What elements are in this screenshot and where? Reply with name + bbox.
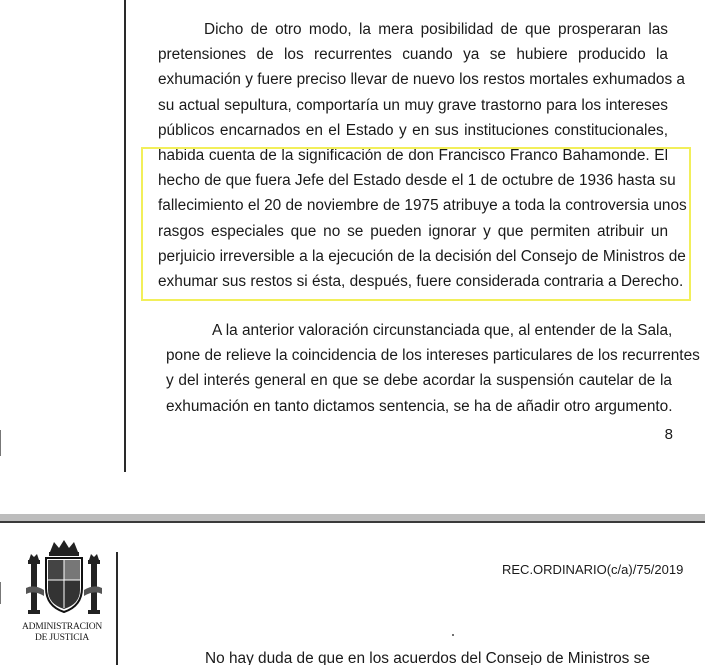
- page-number: 8: [664, 426, 673, 443]
- case-reference: REC.ORDINARIO(c/a)/75/2019: [502, 562, 684, 577]
- text-line: hecho de que fuera Jefe del Estado desde el 1 de octubre de 1936 hasta su: [158, 172, 676, 190]
- text-line: y del interés general en que se debe acordar la suspensión cautelar de la: [166, 372, 672, 390]
- coat-of-arms-icon: [24, 538, 104, 624]
- scan-edge-mark: [0, 582, 1, 604]
- highlight-box: [141, 147, 691, 301]
- text-line: públicos encarnados en el Estado y en sus instituciones constitucionales,: [158, 121, 668, 139]
- scan-speck: [452, 634, 454, 636]
- text-line: exhumación en tanto dictamos sentencia, se ha de añadir otro argumento.: [166, 397, 673, 415]
- page-separator-edge: [0, 521, 705, 523]
- text-line: pone de relieve la coincidencia de los intereses particulares de los recurrentes: [166, 347, 700, 365]
- institution-line: DE JUSTICIA: [34, 633, 89, 643]
- paragraph-2: [166, 318, 700, 419]
- text-line: rasgos especiales que no se pueden ignorar y que permiten atribuir un: [158, 222, 668, 240]
- text-line: exhumar sus restos si ésta, después, fuere considerada contraria a Derecho.: [158, 273, 684, 291]
- text-line: perjuicio irreversible a la ejecución de la decisión del Consejo de Ministros de: [158, 247, 686, 265]
- page-separator: [0, 514, 705, 521]
- page-margin-line: [124, 0, 126, 472]
- text-line: A la anterior valoración circunstanciada que, al entender de la Sala,: [212, 322, 673, 339]
- page-margin-line: [116, 552, 118, 665]
- cut-off-text-line: No hay duda de que en los acuerdos del Consejo de Ministros se: [205, 650, 650, 665]
- text-line: exhumación y fuere preciso llevar de nuevo los restos mortales exhumados a: [158, 71, 685, 89]
- institution-line: ADMINISTRACION: [21, 622, 103, 632]
- scan-edge-mark: [0, 430, 1, 456]
- text-line: pretensiones de los recurrentes cuando ya se hubiere producido la: [158, 46, 668, 64]
- text-line: fallecimiento el 20 de noviembre de 1975 atribuye a toda la controversia unos: [158, 197, 687, 215]
- text-line: habida cuenta de la significación de don Francisco Franco Bahamonde. El: [158, 147, 668, 165]
- text-line: su actual sepultura, comportaría un muy grave trastorno para los intereses: [158, 96, 668, 114]
- text-line: Dicho de otro modo, la mera posibilidad de que prosperaran las: [204, 21, 668, 38]
- institution-label: [10, 622, 114, 644]
